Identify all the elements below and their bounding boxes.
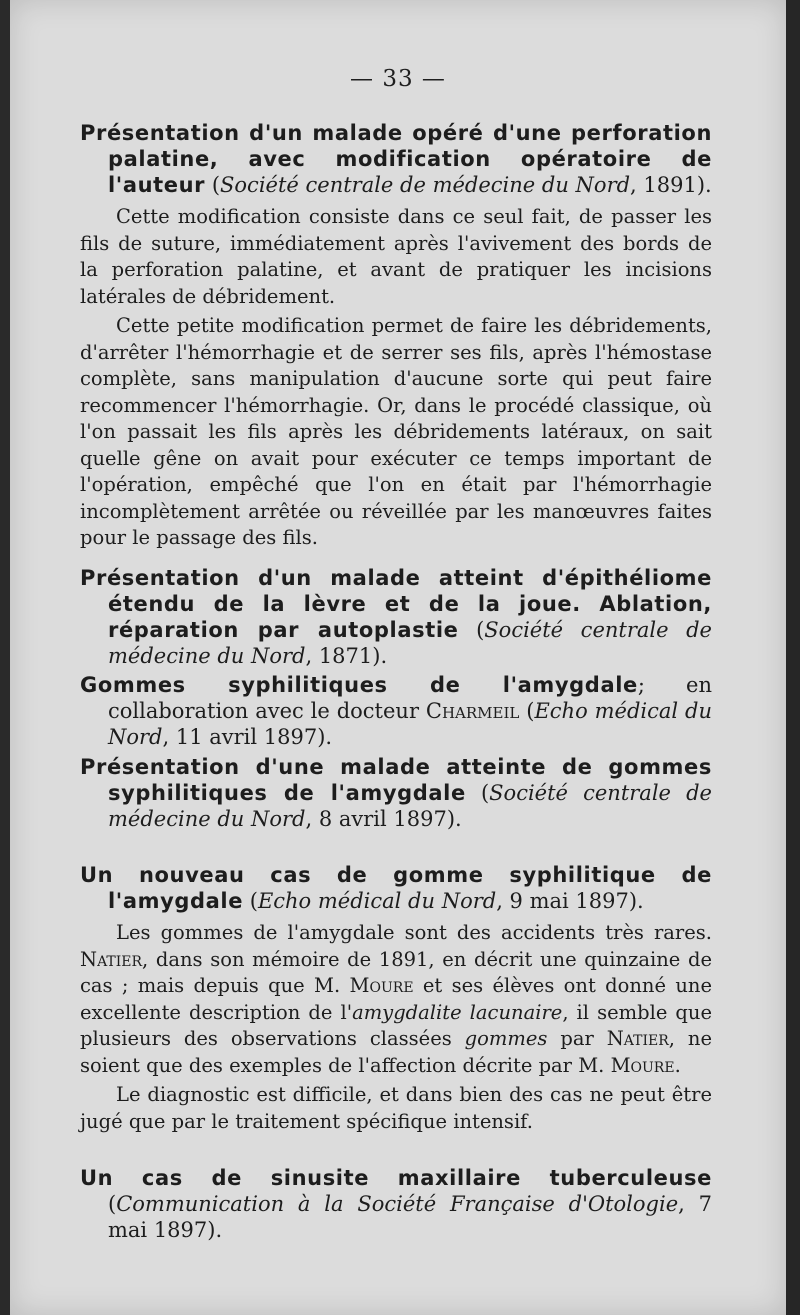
bibliography-entry <box>80 565 712 669</box>
author-name: Moure <box>610 1053 675 1077</box>
entry-title <box>80 1165 712 1243</box>
entry-title-paren: ( <box>480 781 490 805</box>
entry-source: Echo médical du Nord <box>257 889 497 913</box>
entry-date: , 1891). <box>630 173 712 197</box>
page-edge-shadow <box>786 0 800 1315</box>
entry-title-paren: ( <box>526 699 535 723</box>
bibliography-entry <box>80 754 712 832</box>
bibliography-entry <box>80 120 712 552</box>
entry-date: , 9 mai 1897). <box>496 889 644 913</box>
entry-title-paren: ( <box>476 618 485 642</box>
entry-title-bold: Un cas de sinusite maxillaire tuberculeuse <box>80 1166 712 1190</box>
entry-source: Société centrale de médecine du Nord <box>220 173 631 197</box>
entry-source: Communication à la Société Française d'Otologie <box>116 1192 679 1216</box>
entry-source: Société centrale de médecine du Nord <box>108 618 712 668</box>
entry-paragraph: Cette modification consiste dans ce seul fait, de passer les fils de suture, immédiatement après l'avivement des bords de la perforation palatine, et avant de pratiquer les incisions latérales de débridement. <box>80 205 712 308</box>
entry-title-bold: Présentation d'une malade atteinte de gommes syphilitiques de l'amygdale <box>80 755 712 805</box>
entry-date: , 8 avril 1897). <box>305 807 462 831</box>
entry-title-paren: ( <box>108 1192 117 1216</box>
entry-paragraph: Cette petite modification permet de faire les débridements, d'arrêter l'hémorrhagie et de serrer ses fils, après l'hémostase complète, sans manipulation d'aucune sorte qui peut faire recommencer l'hémorrhagie. Or, dans le procédé classique, où l'on passait les fils après les débridements latéraux, on sait quelle gêne on avait pour exécuter ce temps important de l'opération, empêché que l'on en était par l'hémorrhagie incomplètement arrêtée ou réveillée par les manœuvres faites pour le passage des fils. <box>80 314 712 549</box>
entry-date: , 7 mai 1897). <box>108 1192 712 1242</box>
entry-date: , 11 avril 1897). <box>162 725 333 749</box>
entry-title-bold: Présentation d'un malade atteint d'épithéliome étendu de la lèvre et de la joue. Ablation, réparation par autoplastie <box>80 566 712 642</box>
author-name: Natier <box>606 1027 669 1050</box>
entry-title-paren: ( <box>249 889 258 913</box>
book-page <box>10 0 786 1315</box>
entry-title-bold: Présentation d'un malade opéré d'une perforation palatine, avec modification opératoire de l'auteur <box>80 121 712 197</box>
page-number: — 33 — <box>350 66 446 92</box>
entry-title <box>80 862 712 914</box>
entry-title <box>80 120 712 198</box>
author-name: Moure <box>349 974 414 997</box>
entry-source: Société centrale de médecine du Nord <box>108 781 712 831</box>
author-name: Natier <box>80 947 143 971</box>
bibliography-entry <box>80 1165 712 1243</box>
entry-date: , 1871). <box>305 644 388 668</box>
bibliography-entry <box>80 672 712 750</box>
entry-title-paren: ( <box>211 173 221 197</box>
author-name: Charmeil <box>425 699 520 723</box>
entry-title <box>80 565 712 669</box>
entry-source: Echo médical du Nord <box>108 699 712 749</box>
entry-title-bold: Un nouveau cas de gomme syphilitique de l'amygdale <box>80 863 712 913</box>
entry-paragraph: Les gommes de l'amygdale sont des accidents très rares. Natier, dans son mémoire de 1891, en décrit une quinzaine de cas ; mais depuis que M. Moure et ses élèves ont donné une excellente description de l'amygdalite lacunaire, il semble que plusieurs des observations classées gommes par Natier, ne soient que des exemples de l'affection décrite par M. Moure. <box>80 921 713 1077</box>
entry-title <box>80 672 712 750</box>
entry-paragraph: Le diagnostic est difficile, et dans bien des cas ne peut être jugé que par le traitement spécifique intensif. <box>80 1083 712 1133</box>
entry-title <box>80 754 712 832</box>
entry-title-text: ; en collaboration avec le docteur <box>108 673 712 723</box>
entry-title-bold: Gommes syphilitiques de l'amygdale <box>80 673 638 697</box>
bibliography-entry <box>80 862 712 1135</box>
